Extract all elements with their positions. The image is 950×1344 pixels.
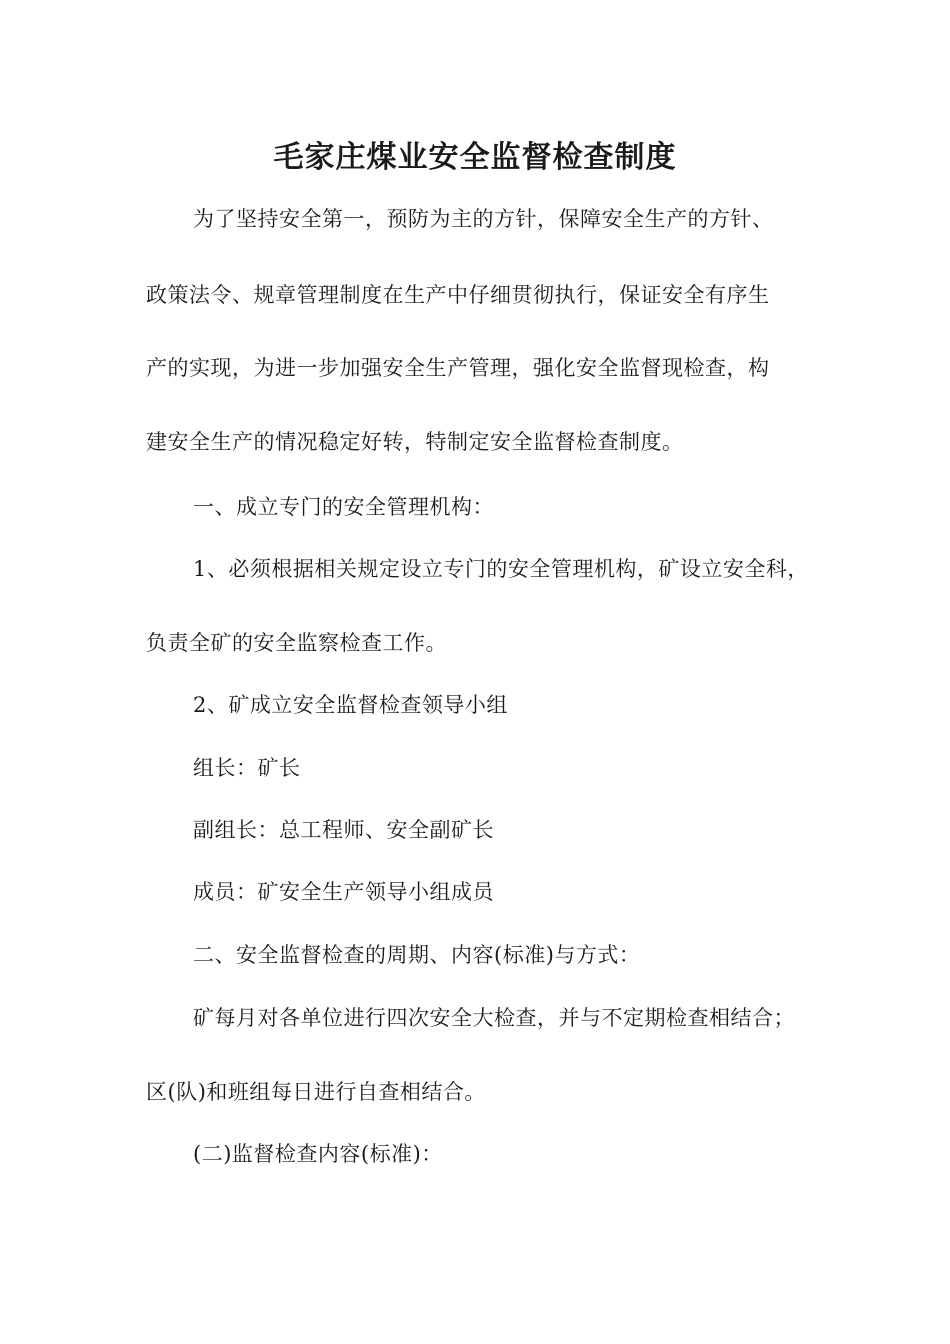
group-leader-line: 组长：矿长	[193, 756, 301, 780]
list-item-1-line-1: 1、必须根据相关规定设立专门的安全管理机构，矿设立安全科，	[193, 557, 809, 581]
paragraph-line-4: 建安全生产的情况稳定好转，特制定安全监督检查制度。	[146, 430, 684, 454]
paragraph-line-3: 产的实现，为进一步加强安全生产管理，强化安全监督现检查，构	[146, 356, 770, 380]
deputy-leader-line: 副组长：总工程师、安全副矿长	[193, 818, 494, 842]
list-item-2: 2、矿成立安全监督检查领导小组	[193, 693, 508, 717]
members-line: 成员：矿安全生产领导小组成员	[193, 880, 494, 904]
list-item-1-line-2: 负责全矿的安全监察检查工作。	[146, 631, 447, 655]
inspection-cycle-line-2: 区(队)和班组每日进行自查相结合。	[146, 1080, 486, 1104]
section-heading-2: 二、安全监督检查的周期、内容(标准)与方式：	[193, 943, 641, 967]
inspection-cycle-line-1: 矿每月对各单位进行四次安全大检查，并与不定期检查相结合；	[193, 1006, 795, 1030]
paragraph-line-2: 政策法令、规章管理制度在生产中仔细贯彻执行，保证安全有序生	[146, 283, 770, 307]
paragraph-line-1: 为了坚持安全第一，预防为主的方针，保障安全生产的方针、	[193, 207, 774, 231]
document-title: 毛家庄煤业安全监督检查制度	[273, 140, 677, 175]
section-heading-1: 一、成立专门的安全管理机构：	[193, 495, 494, 519]
subsection-heading: (二)监督检查内容(标准)：	[193, 1142, 443, 1166]
